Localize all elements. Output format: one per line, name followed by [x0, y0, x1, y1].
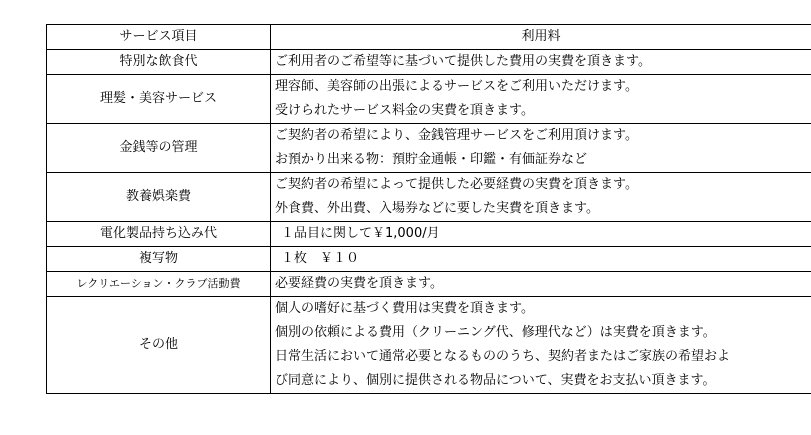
fee-line: 個別の依頼による費用（クリーニング代、修理代など）は実費を頂きます。 — [275, 325, 716, 340]
fee-line: ご契約者の希望によって提供した必要経費の実費を頂きます。 — [275, 177, 638, 192]
service-fee-table — [46, 24, 811, 394]
service-item-cell: レクリエーション・クラブ活動費 — [47, 272, 271, 297]
table-row — [47, 247, 811, 272]
fee-line: １品目に関して￥1,000/月 — [281, 226, 440, 241]
table-row — [47, 297, 811, 394]
table-row — [47, 75, 811, 124]
fee-cell — [271, 297, 811, 394]
fee-cell — [271, 173, 811, 222]
table-row — [47, 173, 811, 222]
fee-line: ご利用者のご希望等に基づいて提供した費用の実費を頂きます。 — [275, 54, 651, 69]
service-item-cell: 金銭等の管理 — [47, 124, 271, 173]
table-row — [47, 272, 811, 297]
table-header-row — [47, 25, 811, 50]
fee-line: 必要経費の実費を頂きます。 — [275, 276, 443, 291]
fee-cell — [271, 272, 811, 297]
fee-cell — [271, 75, 811, 124]
fee-line: 外食費、外出費、入場券などに要した実費を頂きます。 — [275, 201, 599, 216]
service-item-cell: 複写物 — [47, 247, 271, 272]
fee-line: 個人の嗜好に基づく費用は実費を頂きます。 — [275, 301, 534, 316]
fee-line: お預かり出来る物：預貯金通帳・印鑑・有価証券など — [275, 152, 588, 167]
fee-cell — [271, 247, 811, 272]
fee-cell — [271, 222, 811, 247]
fee-line: び同意により、個別に提供される物品について、実費をお支払い頂きます。 — [275, 373, 716, 388]
service-item-cell: 特別な飲食代 — [47, 50, 271, 75]
fee-line: １枚 ￥１０ — [281, 251, 360, 266]
table-row — [47, 50, 811, 75]
table-row — [47, 124, 811, 173]
fee-line: 受けられたサービス料金の実費を頂きます。 — [275, 103, 534, 118]
header-service-item: サービス項目 — [47, 25, 271, 50]
fee-cell — [271, 124, 811, 173]
fee-line: 理容師、美容師の出張によるサービスをご利用いただけます。 — [275, 79, 638, 94]
service-item-cell: 電化製品持ち込み代 — [47, 222, 271, 247]
service-item-cell: その他 — [47, 297, 271, 394]
fee-cell — [271, 50, 811, 75]
fee-line: 日常生活において通常必要となるもののうち、契約者またはご家族の希望およ — [275, 349, 731, 364]
table-row — [47, 222, 811, 247]
service-item-cell: 教養娯楽費 — [47, 173, 271, 222]
service-item-cell: 理髪・美容サービス — [47, 75, 271, 124]
header-fee: 利用料 — [271, 25, 811, 50]
fee-line: ご契約者の希望により、金銭管理サービスをご利用頂けます。 — [275, 128, 638, 143]
